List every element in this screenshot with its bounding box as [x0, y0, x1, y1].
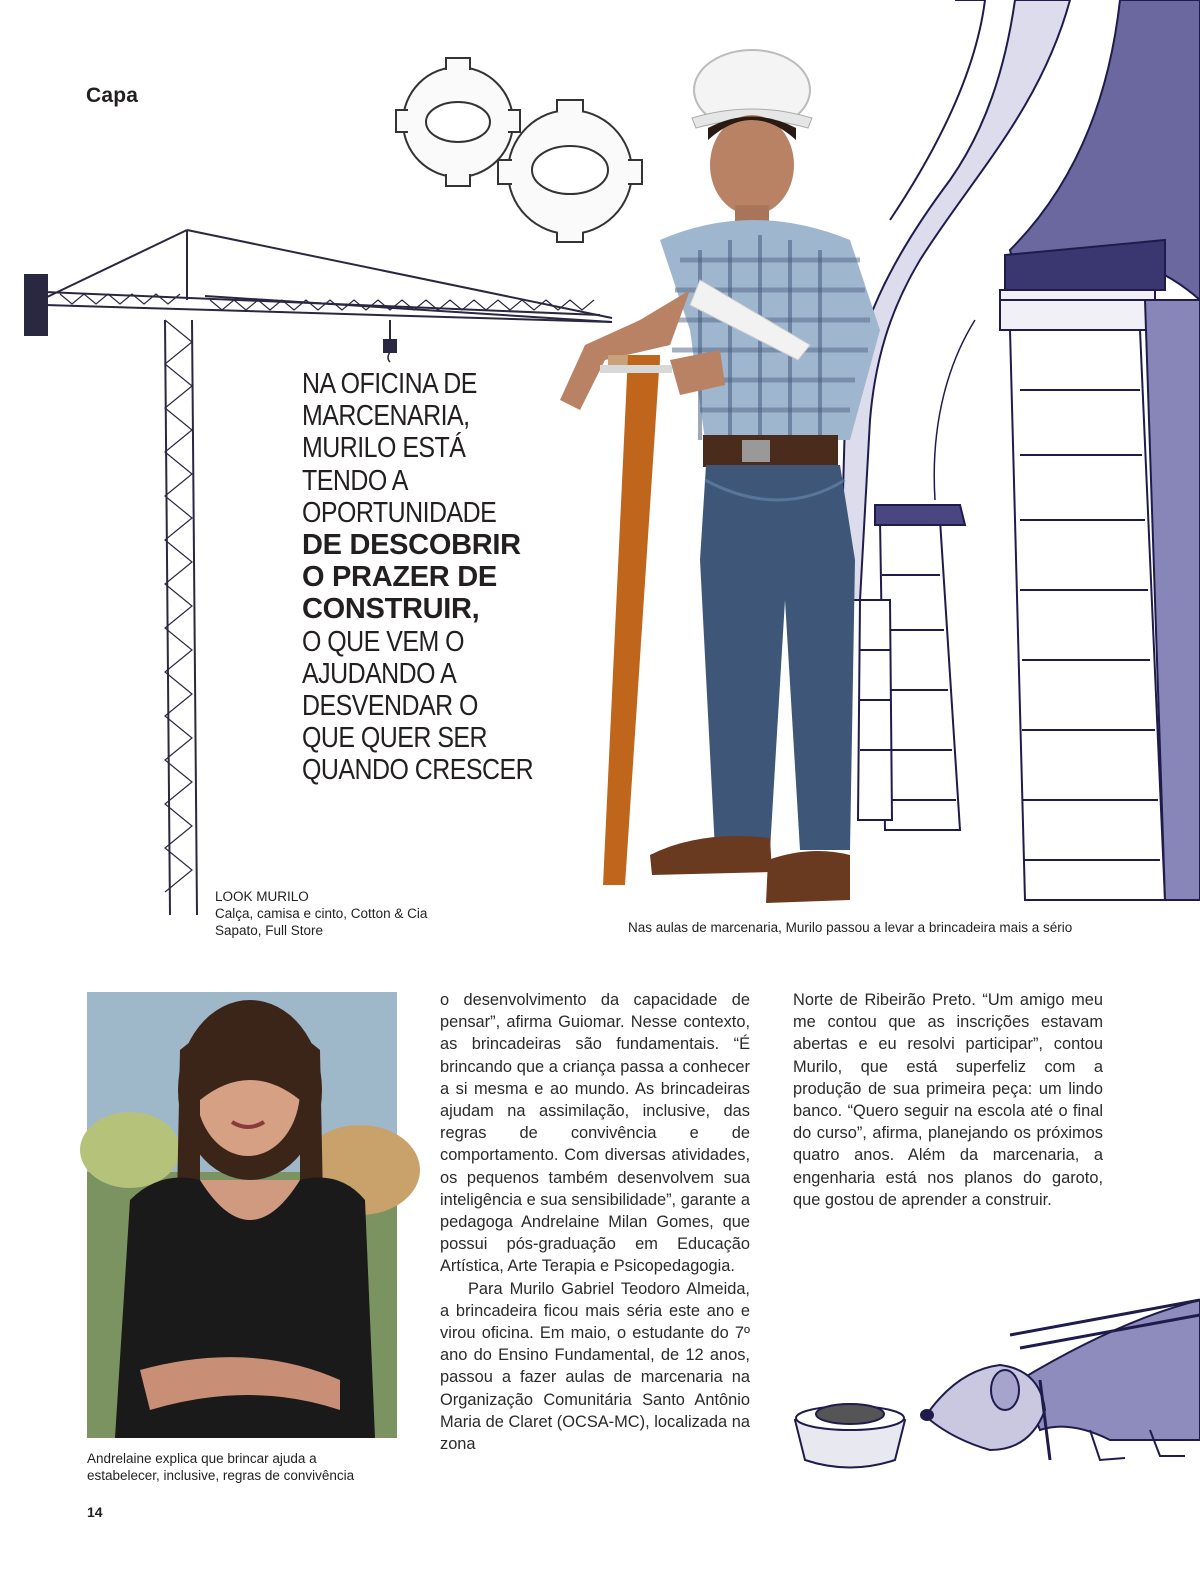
article-paragraph: Norte de Ribeirão Preto. “Um amigo meu me contou que as inscrições estavam abertas e eu resolvi participar”, contou Murilo, que está superfeliz com a produção de sua primeira peça: um lindo banco. “Quero seguir na escola até o final do curso”, afirma, planejando os próximos quatro anos. Além da marcenaria, a engenharia está nos planos do garoto, que gostou de aprender a construir.: [793, 991, 1103, 1209]
arches-sketch: [840, 0, 1200, 900]
photo-caption: Nas aulas de marcenaria, Murilo passou a levar a brincadeira mais a sério: [628, 920, 1073, 935]
credits-line: Calça, camisa e cinto, Cotton & Cia: [215, 906, 428, 921]
caption-line: estabelecer, inclusive, regras de convivência: [87, 1468, 355, 1483]
pull-quote-line: AJUDANDO A: [302, 657, 457, 690]
pull-quote-line: DESVENDAR O: [302, 690, 478, 723]
pull-quote-line: QUANDO CRESCER: [302, 754, 534, 787]
article-column-2: [793, 989, 1103, 1211]
article-paragraph: Para Murilo Gabriel Teodoro Almeida, a brincadeira ficou mais séria este ano e virou oficina. Em maio, o estudante do 7º ano do Ensino Fundamental, de 12 anos, passou a fazer aulas de marcenaria na Organização Comunitária Santo Antônio Maria de Claret (OCSA-MC), localizada na zona: [440, 1279, 750, 1454]
pull-quote-line: OPORTUNIDADE: [302, 496, 497, 529]
caption-line: Andrelaine explica que brincar ajuda a: [87, 1451, 317, 1466]
portrait-frame: [87, 992, 397, 1438]
pull-quote-emphasis: CONSTRUIR,: [302, 593, 480, 626]
pull-quote-line: NA OFICINA DE: [302, 368, 477, 400]
article-column-1: [440, 989, 750, 1455]
pull-quote-emphasis: O PRAZER DE: [302, 561, 497, 594]
portrait-caption: [87, 1450, 407, 1484]
page-number: 14: [87, 1504, 103, 1520]
pull-quote-line: O QUE VEM O: [302, 625, 465, 658]
section-label: Capa: [86, 84, 139, 107]
pull-quote-line: MURILO ESTÁ: [302, 432, 466, 465]
pull-quote: [302, 368, 572, 787]
pull-quote-line: QUE QUER SER: [302, 722, 488, 755]
outfit-credits: [215, 888, 427, 939]
pull-quote-emphasis: DE DESCOBRIR: [302, 529, 521, 562]
pull-quote-line: TENDO A: [302, 464, 408, 497]
dog-sketch: [795, 1300, 1200, 1468]
pull-quote-line: MARCENARIA,: [302, 400, 470, 433]
gears-sketch: [396, 58, 642, 242]
article-paragraph: o desenvolvimento da capacidade de pensar”, afirma Guiomar. Nesse contexto, as brincadeiras são fundamentais. “É brincando que a criança passa a conhecer a si mesma e ao mundo. As brincadeiras ajudam na assimilação, inclusive, das regras de convivência e de comportamento. Com diversas atividades, os pequenos também desenvolvem sua inteligência e sua sensibilidade”, garante a pedagoga Andrelaine Milan Gomes, que possui pós-graduação em Educação Artística, Arte Terapia e Psicopedagogia.: [440, 991, 750, 1276]
credits-line: Sapato, Full Store: [215, 923, 324, 938]
credits-title: LOOK MURILO: [215, 889, 309, 904]
